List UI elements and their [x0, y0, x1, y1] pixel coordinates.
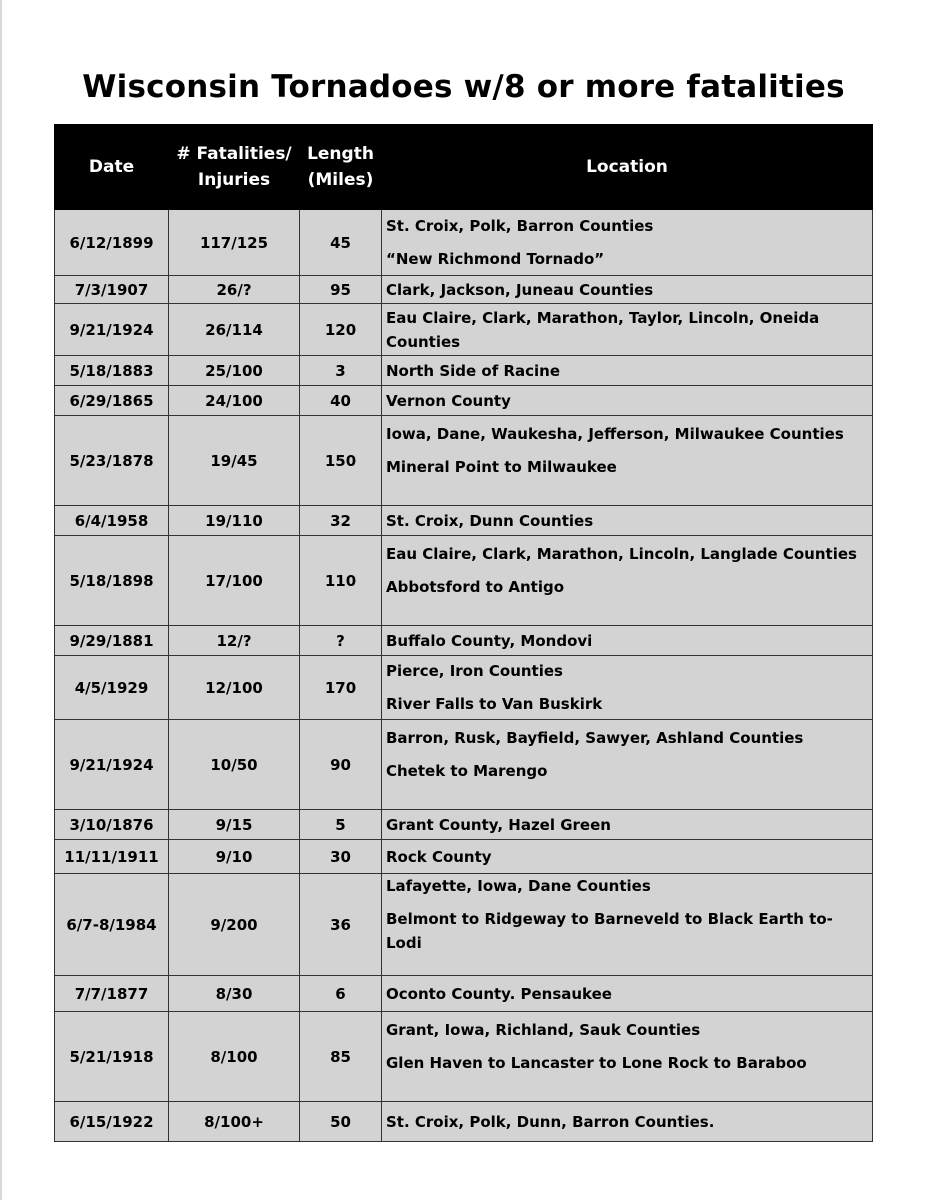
cell-date: 5/23/1878 [55, 416, 169, 506]
tornado-table [54, 124, 873, 1142]
cell-location [382, 1012, 873, 1102]
cell-length: 85 [300, 1012, 382, 1102]
header-date [55, 125, 169, 210]
location-line: Buffalo County, Mondovi [386, 631, 593, 650]
location-line: Mineral Point to Milwaukee [386, 458, 617, 476]
cell-date: 7/3/1907 [55, 276, 169, 304]
location-line: Chetek to Marengo [386, 762, 548, 780]
table-row [55, 874, 873, 976]
cell-length: 36 [300, 874, 382, 976]
location-line: St. Croix, Polk, Dunn, Barron Counties. [386, 1112, 715, 1131]
cell-location [382, 386, 873, 416]
location-line: Oconto County. Pensaukee [386, 984, 612, 1003]
cell-length: 95 [300, 276, 382, 304]
cell-location [382, 976, 873, 1012]
cell-location [382, 810, 873, 840]
location-line: Iowa, Dane, Waukesha, Jefferson, Milwaukee Counties [386, 425, 844, 443]
table-row [55, 276, 873, 304]
cell-length: 45 [300, 210, 382, 276]
cell-fatalities: 117/125 [169, 210, 300, 276]
cell-fatalities: 12/? [169, 626, 300, 656]
header-location [382, 125, 873, 210]
cell-fatalities: 12/100 [169, 656, 300, 720]
cell-location [382, 356, 873, 386]
cell-length: ? [300, 626, 382, 656]
cell-length: 50 [300, 1102, 382, 1142]
location-line: Abbotsford to Antigo [386, 578, 565, 596]
location-line: St. Croix, Polk, Barron Counties [386, 217, 654, 235]
location-line: Lafayette, Iowa, Dane Counties [386, 877, 651, 895]
table-body [55, 210, 873, 1142]
table-row [55, 656, 873, 720]
table-row [55, 536, 873, 626]
cell-location [382, 210, 873, 276]
cell-length: 170 [300, 656, 382, 720]
table-row [55, 720, 873, 810]
cell-fatalities: 25/100 [169, 356, 300, 386]
table-row [55, 356, 873, 386]
page-title: Wisconsin Tornadoes w/8 or more fatalities [82, 69, 845, 105]
cell-length: 3 [300, 356, 382, 386]
cell-fatalities: 26/114 [169, 304, 300, 356]
cell-location [382, 720, 873, 810]
cell-fatalities: 19/45 [169, 416, 300, 506]
header-length-line1: Length [307, 144, 374, 164]
table-row [55, 626, 873, 656]
cell-date: 5/21/1918 [55, 1012, 169, 1102]
cell-location [382, 506, 873, 536]
cell-location [382, 840, 873, 874]
header-fatalities [169, 125, 300, 210]
cell-fatalities: 9/10 [169, 840, 300, 874]
cell-fatalities: 8/100+ [169, 1102, 300, 1142]
location-line: Barron, Rusk, Bayfield, Sawyer, Ashland Counties [386, 729, 804, 747]
table-row [55, 416, 873, 506]
cell-length: 32 [300, 506, 382, 536]
location-line: Belmont to Ridgeway to Barneveld to Black Earth to-Lodi [386, 910, 833, 952]
location-line: Glen Haven to Lancaster to Lone Rock to Baraboo [386, 1054, 807, 1072]
header-location-label: Location [586, 157, 668, 177]
cell-location [382, 626, 873, 656]
location-line: Grant, Iowa, Richland, Sauk Counties [386, 1021, 701, 1039]
cell-date: 6/12/1899 [55, 210, 169, 276]
cell-length: 110 [300, 536, 382, 626]
cell-length: 6 [300, 976, 382, 1012]
cell-fatalities: 8/30 [169, 976, 300, 1012]
cell-fatalities: 24/100 [169, 386, 300, 416]
table-row [55, 210, 873, 276]
cell-location [382, 304, 873, 356]
header-length-line2: (Miles) [307, 170, 374, 190]
cell-length: 150 [300, 416, 382, 506]
cell-location [382, 874, 873, 976]
cell-fatalities: 19/110 [169, 506, 300, 536]
cell-date: 6/15/1922 [55, 1102, 169, 1142]
cell-location [382, 276, 873, 304]
table-row [55, 840, 873, 874]
cell-date: 3/10/1876 [55, 810, 169, 840]
cell-length: 30 [300, 840, 382, 874]
location-line: Rock County [386, 847, 492, 866]
cell-fatalities: 10/50 [169, 720, 300, 810]
location-line: Pierce, Iron Counties [386, 662, 563, 680]
table-row [55, 1102, 873, 1142]
cell-fatalities: 9/200 [169, 874, 300, 976]
header-length [300, 125, 382, 210]
location-line: River Falls to Van Buskirk [386, 695, 603, 713]
location-line: North Side of Racine [386, 361, 561, 380]
cell-location [382, 536, 873, 626]
cell-length: 5 [300, 810, 382, 840]
cell-length: 40 [300, 386, 382, 416]
cell-date: 9/21/1924 [55, 720, 169, 810]
table-row [55, 304, 873, 356]
cell-fatalities: 9/15 [169, 810, 300, 840]
cell-date: 9/29/1881 [55, 626, 169, 656]
table-header [55, 125, 873, 210]
table-row [55, 1012, 873, 1102]
cell-date: 9/21/1924 [55, 304, 169, 356]
cell-date: 5/18/1898 [55, 536, 169, 626]
header-fatalities-line1: # Fatalities/ [176, 144, 292, 164]
location-line: Vernon County [386, 391, 511, 410]
cell-date: 5/18/1883 [55, 356, 169, 386]
cell-length: 90 [300, 720, 382, 810]
cell-location [382, 1102, 873, 1142]
table-row [55, 810, 873, 840]
cell-fatalities: 8/100 [169, 1012, 300, 1102]
header-row [55, 125, 873, 210]
cell-date: 7/7/1877 [55, 976, 169, 1012]
location-line: Grant County, Hazel Green [386, 815, 611, 834]
header-fatalities-line2: Injuries [197, 170, 271, 190]
table-row [55, 386, 873, 416]
table-row [55, 976, 873, 1012]
cell-location [382, 416, 873, 506]
cell-fatalities: 26/? [169, 276, 300, 304]
cell-date: 6/4/1958 [55, 506, 169, 536]
location-line: Clark, Jackson, Juneau Counties [386, 280, 654, 299]
location-line: Eau Claire, Clark, Marathon, Lincoln, Langlade Counties [386, 545, 857, 563]
location-line: Eau Claire, Clark, Marathon, Taylor, Lincoln, Oneida Counties [386, 308, 820, 351]
cell-date: 11/11/1911 [55, 840, 169, 874]
cell-date: 6/7-8/1984 [55, 874, 169, 976]
cell-length: 120 [300, 304, 382, 356]
cell-date: 6/29/1865 [55, 386, 169, 416]
table-row [55, 506, 873, 536]
cell-date: 4/5/1929 [55, 656, 169, 720]
location-line: “New Richmond Tornado” [386, 250, 605, 268]
header-date-label: Date [88, 157, 135, 177]
cell-location [382, 656, 873, 720]
location-line: St. Croix, Dunn Counties [386, 511, 594, 530]
page-edge [0, 0, 2, 1200]
cell-fatalities: 17/100 [169, 536, 300, 626]
